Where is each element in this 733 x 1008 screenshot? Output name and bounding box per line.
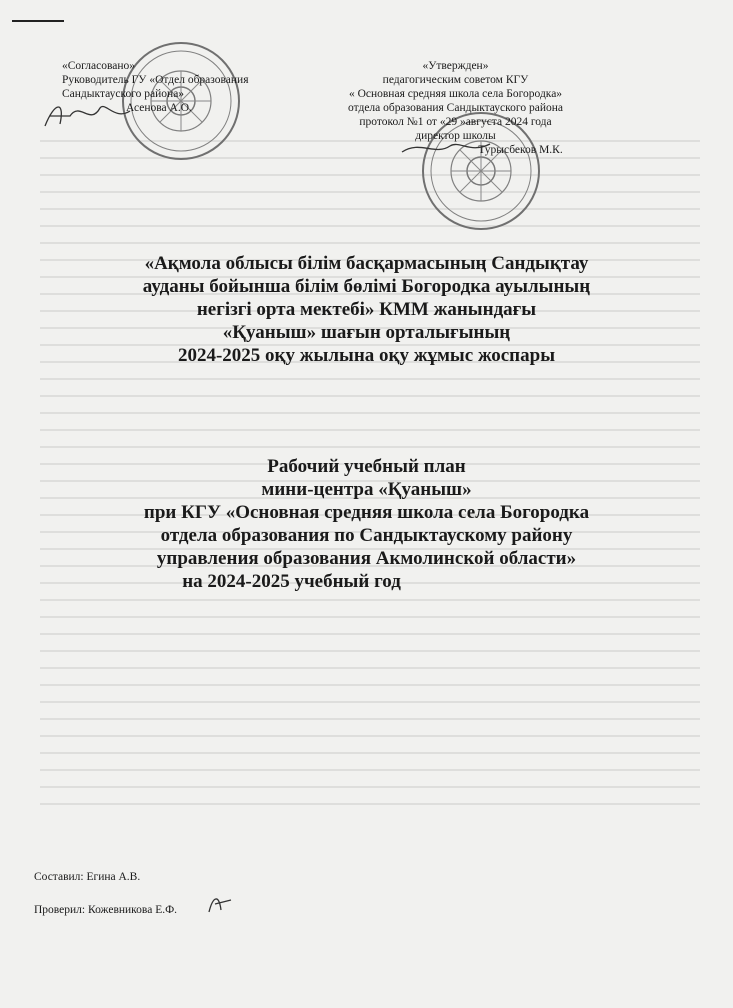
title-ru-line: при КГУ «Основная средняя школа села Богородка [143,502,590,523]
title-ru-line: отдела образования по Сандыктаускому району [160,525,573,546]
approval-right-label: «Утвержден» [422,60,489,72]
approval-right-line1: педагогическим советом КГУ [382,74,529,86]
title-kz-line: «Ақмола облысы білім басқармасының Сандықтау [144,253,589,274]
approval-left-line2: Сандыктауского района» [62,88,185,100]
title-ru-line: Рабочий учебный план [267,456,466,477]
approval-left-label: «Согласовано» [62,60,136,72]
left-handwritten-signature [40,96,135,132]
title-kz-line: 2024-2025 оқу жылына оқу жұмыс жоспары [177,345,556,366]
right-handwritten-signature [400,136,492,158]
title-kz-line: ауданы бойынша білім бөлімі Богородка ауылының [142,276,591,297]
composed-by: Составил: Егина А.В. [34,871,141,883]
title-russian [40,455,693,593]
title-ru-line: мини-центра «Қуаныш» [261,479,472,500]
title-ru-line: на 2024-2025 учебный год [182,571,401,592]
approval-right-line2: « Основная средняя школа села Богородка» [348,88,563,100]
approval-right-signature: Турысбеков М.К. [478,144,563,156]
approval-right-director: директор школы [415,130,496,142]
approval-right-protocol: протокол №1 от «29 »августа 2024 года [359,116,552,128]
title-kazakh [40,252,693,367]
approval-left-signature: Асенова А.О. [126,102,192,114]
approval-right-line3: отдела образования Сандыктауского района [348,102,563,114]
checker-handwritten-signature [205,892,235,916]
approval-left-line1: Руководитель ГУ «Отдел образования [62,74,249,86]
checked-by: Проверил: Кожевникова Е.Ф. [34,904,178,916]
title-kz-line: негізгі орта мектебі» КММ жанындағы [196,299,537,320]
title-ru-line: управления образования Акмолинской области» [156,548,577,569]
top-rule [12,20,64,22]
title-kz-line: «Қуаныш» шағын орталығының [222,322,511,343]
